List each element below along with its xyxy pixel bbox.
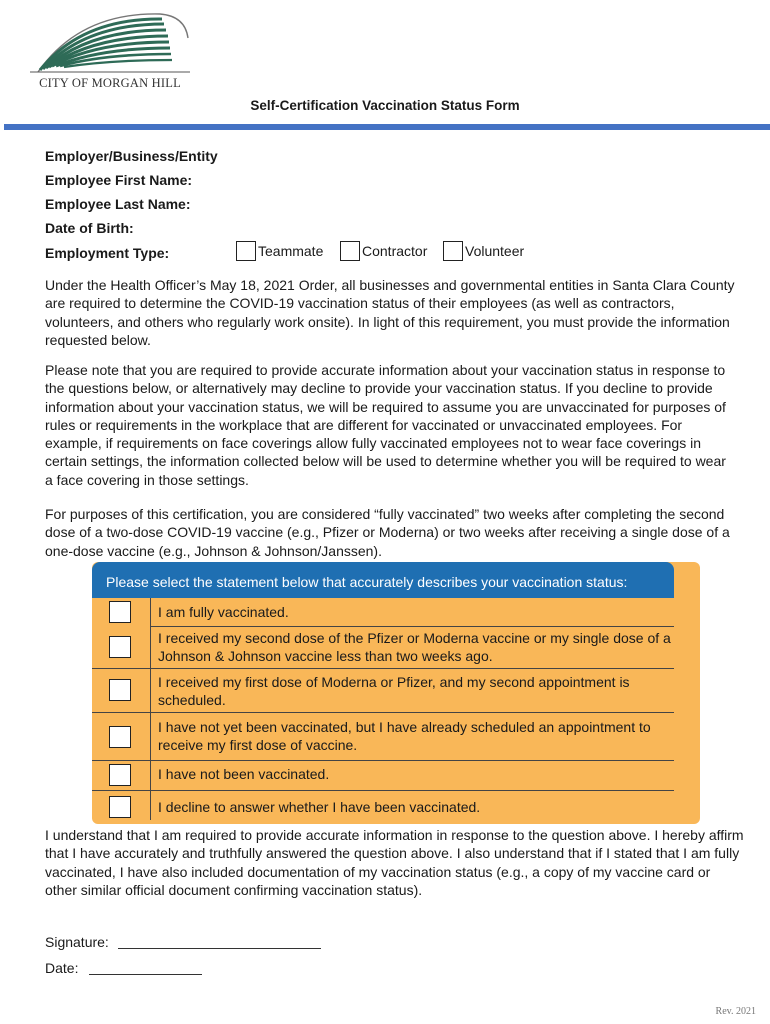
employment-type-label: Employment Type: [45,245,170,261]
status-option-text: I received my first dose of Moderna or Pfizer, and my second appointment is scheduled. [158,674,630,709]
teammate-checkbox[interactable] [236,241,256,261]
page-title: Self-Certification Vaccination Status Form [250,98,520,113]
revision-label: Rev. 2021 [715,1006,756,1017]
hills-logo-icon [30,6,190,76]
status-checkbox[interactable] [109,636,131,658]
employment-option-volunteer[interactable] [443,241,524,267]
employment-option-contractor[interactable] [340,241,427,267]
signature-field[interactable] [118,948,321,949]
header-divider [4,124,770,130]
status-option-row[interactable] [92,598,700,626]
status-option-row[interactable] [92,626,700,668]
status-checkbox[interactable] [109,764,131,786]
status-option-text: I have not been vaccinated. [158,766,330,782]
employer-label: Employer/Business/Entity [45,148,218,164]
dob-label: Date of Birth: [45,220,134,236]
affirmation-paragraph: I understand that I am required to provide accurate information in response to the question above. I hereby affirm that I have accurately and truthfully answered the question above. I also understand that if I stated that I am fully vaccinated, I have also included documentation of my vaccination status (e.g., a copy of my vaccine card or other similar official document confirming vaccination status). [45,827,744,898]
last-name-label: Employee Last Name: [45,196,191,212]
contractor-label: Contractor [362,243,428,259]
status-checkbox[interactable] [109,726,131,748]
status-option-row[interactable] [92,712,700,760]
date-field[interactable] [89,974,202,975]
volunteer-checkbox[interactable] [443,241,463,261]
status-checkbox[interactable] [109,601,131,623]
status-checkbox[interactable] [109,679,131,701]
status-option-row[interactable] [92,790,700,822]
signature-label: Signature: [45,934,109,950]
date-label: Date: [45,960,79,976]
definition-paragraph: For purposes of this certification, you are considered “fully vaccinated” two weeks after completing the second dose of a two-dose COVID-19 vaccine (e.g., Pfizer or Moderna) or two weeks after receiving a single dose of a one-dose vaccine (e.g., Johnson & Johnson/Janssen). [45,506,730,559]
status-option-text: I received my second dose of the Pfizer or Moderna vaccine or my single dose of a Johnson & Johnson vaccine less than two weeks ago. [158,630,671,665]
status-option-text: I decline to answer whether I have been vaccinated. [158,799,481,815]
volunteer-label: Volunteer [465,243,525,259]
contractor-checkbox[interactable] [340,241,360,261]
status-option-text: I am fully vaccinated. [158,604,289,620]
status-option-text: I have not yet been vaccinated, but I have already scheduled an appointment to receive my first dose of vaccine. [158,719,651,754]
order-paragraph: Under the Health Officer’s May 18, 2021 Order, all businesses and governmental entities in Santa Clara County are required to determine the COVID-19 vaccination status of their employees (as well as contractors, volunteers, and others who regularly work onsite). In light of this requirement, you must provide the information requested below. [45,277,735,348]
accuracy-paragraph: Please note that you are required to provide accurate information about your vaccination status in response to the questions below, or alternatively may decline to provide your vaccination status. If you decline to provide information about your vaccination status, we will be required to assume you are unvaccinated for purposes of rules or requirements in the workplace that are different for vaccinated or unvaccinated employees. For example, if requirements on face coverings allow fully vaccinated employees not to wear face coverings in certain settings, the information collected below will be used to determine whether you will be required to wear a face covering in those settings. [45,362,726,488]
teammate-label: Teammate [258,243,324,259]
status-prompt: Please select the statement below that accurately describes your vaccination status: [92,562,674,598]
logo-text: CITY OF MORGAN HILL [39,76,181,90]
status-checkbox[interactable] [109,796,131,818]
status-option-row[interactable] [92,760,700,790]
employment-option-teammate[interactable] [236,241,323,267]
city-logo [30,6,190,88]
first-name-label: Employee First Name: [45,172,193,188]
status-option-row[interactable] [92,668,700,712]
